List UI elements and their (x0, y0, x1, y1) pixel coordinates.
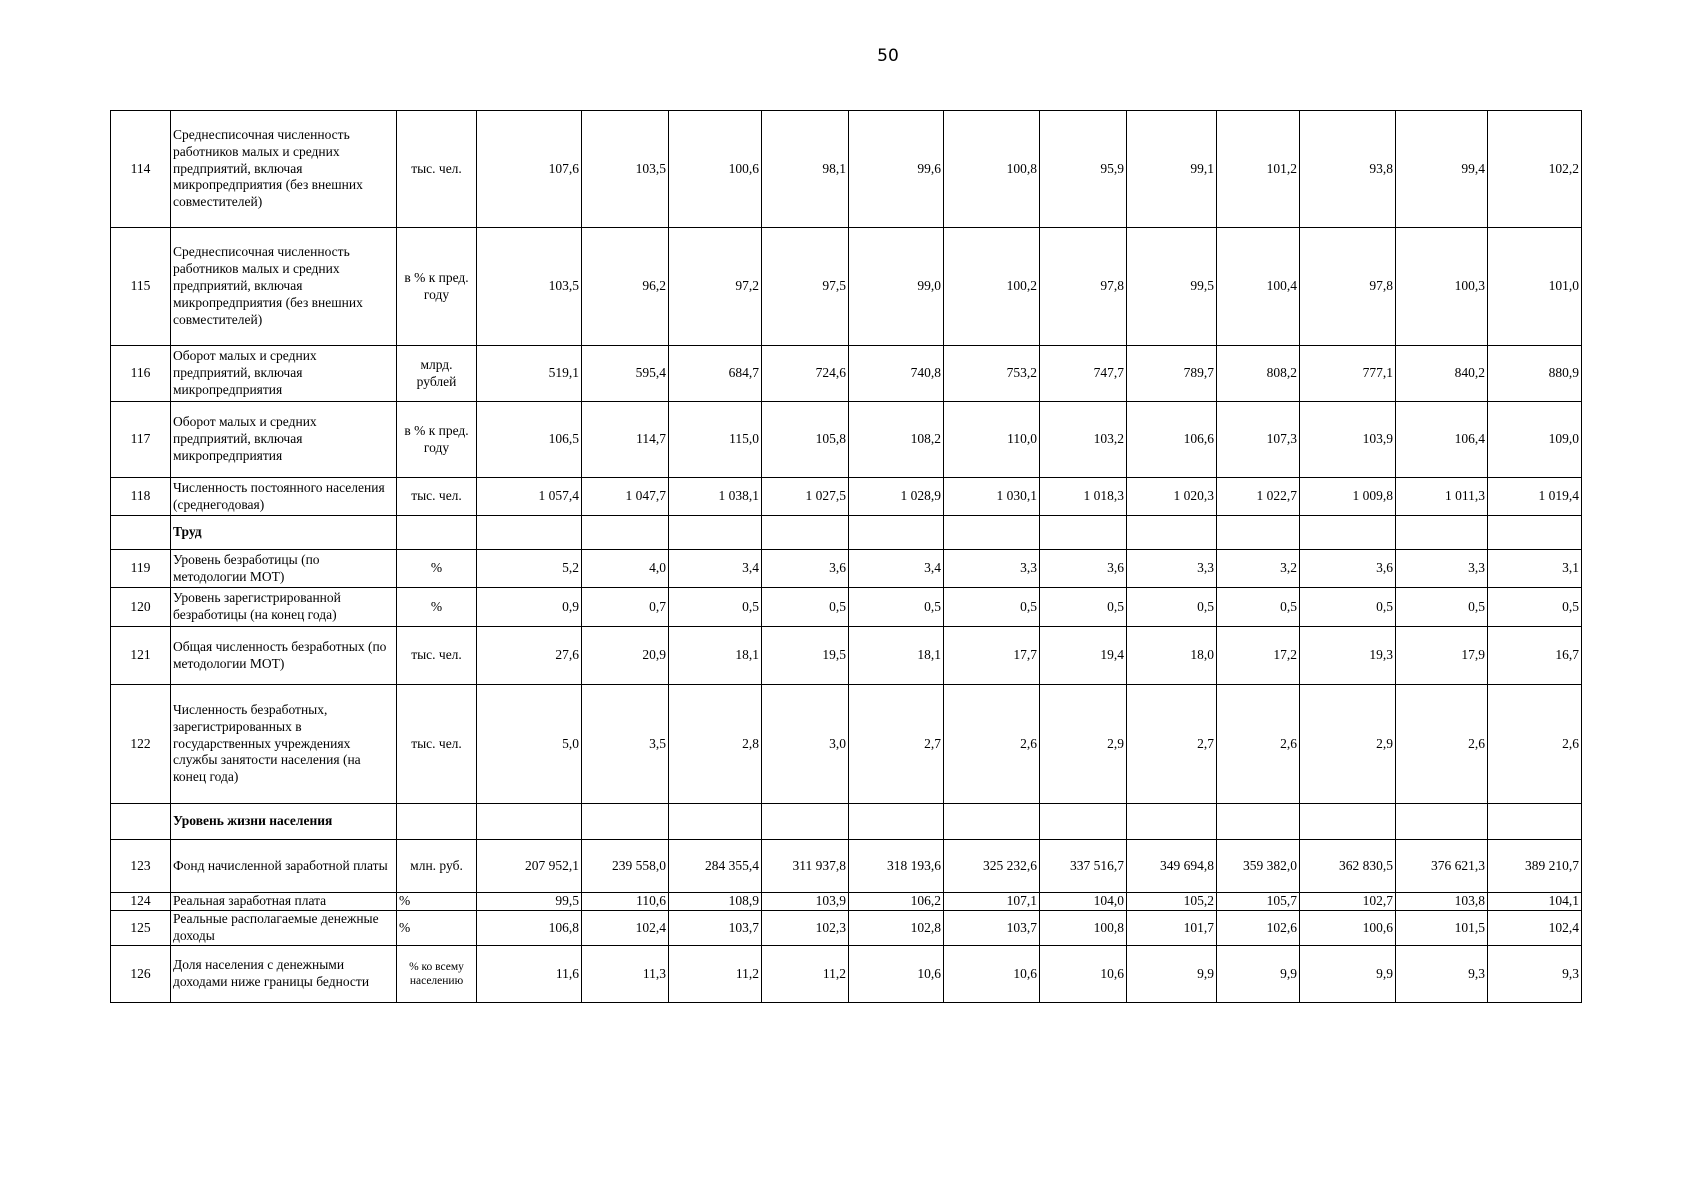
row-number: 116 (111, 346, 171, 402)
section-empty-cell (397, 804, 477, 840)
section-empty-cell (849, 516, 944, 550)
unit-cell: тыс. чел. (397, 111, 477, 228)
indicator-name: Оборот малых и средних предприятий, включая микропредприятия (171, 346, 397, 402)
value-cell: 1 009,8 (1300, 478, 1396, 516)
table-row (111, 893, 1582, 911)
section-empty-cell (1300, 804, 1396, 840)
value-cell: 106,6 (1127, 402, 1217, 478)
section-empty-cell (1488, 804, 1582, 840)
section-number-cell (111, 516, 171, 550)
indicator-name: Оборот малых и средних предприятий, включая микропредприятия (171, 402, 397, 478)
value-cell: 3,3 (1127, 550, 1217, 588)
table-body (111, 111, 1582, 1003)
value-cell: 3,6 (1300, 550, 1396, 588)
section-empty-cell (397, 516, 477, 550)
value-cell: 1 018,3 (1040, 478, 1127, 516)
value-cell: 97,2 (669, 228, 762, 346)
value-cell: 9,3 (1396, 946, 1488, 1003)
value-cell: 104,0 (1040, 893, 1127, 911)
value-cell: 110,6 (582, 893, 669, 911)
value-cell: 0,5 (1488, 588, 1582, 627)
section-empty-cell (1217, 804, 1300, 840)
value-cell: 100,8 (1040, 911, 1127, 946)
table-row (111, 685, 1582, 804)
value-cell: 1 030,1 (944, 478, 1040, 516)
value-cell: 3,0 (762, 685, 849, 804)
value-cell: 11,6 (477, 946, 582, 1003)
unit-cell: % (397, 893, 477, 911)
unit-cell: % (397, 911, 477, 946)
value-cell: 101,2 (1217, 111, 1300, 228)
value-cell: 0,5 (1040, 588, 1127, 627)
value-cell: 9,9 (1127, 946, 1217, 1003)
value-cell: 1 011,3 (1396, 478, 1488, 516)
value-cell: 1 028,9 (849, 478, 944, 516)
value-cell: 2,7 (1127, 685, 1217, 804)
row-number: 123 (111, 840, 171, 893)
value-cell: 2,9 (1040, 685, 1127, 804)
value-cell: 102,8 (849, 911, 944, 946)
value-cell: 103,7 (669, 911, 762, 946)
value-cell: 106,5 (477, 402, 582, 478)
value-cell: 100,6 (1300, 911, 1396, 946)
unit-cell: % (397, 550, 477, 588)
value-cell: 389 210,7 (1488, 840, 1582, 893)
section-empty-cell (762, 516, 849, 550)
section-empty-cell (582, 804, 669, 840)
row-number: 126 (111, 946, 171, 1003)
row-number: 122 (111, 685, 171, 804)
value-cell: 376 621,3 (1396, 840, 1488, 893)
value-cell: 5,0 (477, 685, 582, 804)
row-number: 118 (111, 478, 171, 516)
indicator-name: Фонд начисленной заработной платы (171, 840, 397, 893)
unit-cell: тыс. чел. (397, 685, 477, 804)
value-cell: 3,1 (1488, 550, 1582, 588)
row-number: 125 (111, 911, 171, 946)
row-number: 119 (111, 550, 171, 588)
value-cell: 20,9 (582, 627, 669, 685)
unit-cell: в % к пред. году (397, 402, 477, 478)
value-cell: 318 193,6 (849, 840, 944, 893)
section-row (111, 516, 1582, 550)
value-cell: 17,2 (1217, 627, 1300, 685)
value-cell: 100,2 (944, 228, 1040, 346)
value-cell: 325 232,6 (944, 840, 1040, 893)
value-cell: 100,3 (1396, 228, 1488, 346)
value-cell: 99,5 (1127, 228, 1217, 346)
value-cell: 18,0 (1127, 627, 1217, 685)
value-cell: 2,6 (944, 685, 1040, 804)
value-cell: 753,2 (944, 346, 1040, 402)
value-cell: 808,2 (1217, 346, 1300, 402)
value-cell: 0,5 (762, 588, 849, 627)
value-cell: 311 937,8 (762, 840, 849, 893)
section-row (111, 804, 1582, 840)
value-cell: 777,1 (1300, 346, 1396, 402)
value-cell: 519,1 (477, 346, 582, 402)
table-row (111, 346, 1582, 402)
value-cell: 106,8 (477, 911, 582, 946)
value-cell: 109,0 (1488, 402, 1582, 478)
table-row (111, 840, 1582, 893)
table-row (111, 588, 1582, 627)
value-cell: 284 355,4 (669, 840, 762, 893)
section-empty-cell (944, 516, 1040, 550)
table-row (111, 946, 1582, 1003)
value-cell: 101,0 (1488, 228, 1582, 346)
value-cell: 11,2 (762, 946, 849, 1003)
value-cell: 101,5 (1396, 911, 1488, 946)
value-cell: 102,2 (1488, 111, 1582, 228)
indicator-name: Реальная заработная плата (171, 893, 397, 911)
value-cell: 103,2 (1040, 402, 1127, 478)
value-cell: 103,5 (582, 111, 669, 228)
value-cell: 349 694,8 (1127, 840, 1217, 893)
unit-cell: млн. руб. (397, 840, 477, 893)
value-cell: 1 027,5 (762, 478, 849, 516)
value-cell: 102,6 (1217, 911, 1300, 946)
value-cell: 747,7 (1040, 346, 1127, 402)
value-cell: 114,7 (582, 402, 669, 478)
value-cell: 2,8 (669, 685, 762, 804)
value-cell: 19,4 (1040, 627, 1127, 685)
section-empty-cell (1127, 804, 1217, 840)
section-empty-cell (1396, 516, 1488, 550)
value-cell: 18,1 (669, 627, 762, 685)
indicator-name: Доля населения с денежными доходами ниже границы бедности (171, 946, 397, 1003)
value-cell: 17,7 (944, 627, 1040, 685)
unit-cell: % ко всему населению (397, 946, 477, 1003)
value-cell: 99,4 (1396, 111, 1488, 228)
value-cell: 18,1 (849, 627, 944, 685)
value-cell: 0,5 (1396, 588, 1488, 627)
value-cell: 359 382,0 (1217, 840, 1300, 893)
indicator-name: Численность безработных, зарегистрированных в государственных учреждениях службы занятости населения (на конец года) (171, 685, 397, 804)
value-cell: 3,4 (669, 550, 762, 588)
value-cell: 3,3 (1396, 550, 1488, 588)
value-cell: 98,1 (762, 111, 849, 228)
value-cell: 9,3 (1488, 946, 1582, 1003)
value-cell: 4,0 (582, 550, 669, 588)
value-cell: 724,6 (762, 346, 849, 402)
value-cell: 102,4 (582, 911, 669, 946)
value-cell: 0,5 (669, 588, 762, 627)
value-cell: 337 516,7 (1040, 840, 1127, 893)
value-cell: 100,4 (1217, 228, 1300, 346)
section-empty-cell (849, 804, 944, 840)
section-empty-cell (944, 804, 1040, 840)
section-empty-cell (1488, 516, 1582, 550)
indicator-name: Численность постоянного населения (среднегодовая) (171, 478, 397, 516)
row-number: 117 (111, 402, 171, 478)
section-empty-cell (669, 804, 762, 840)
section-empty-cell (762, 804, 849, 840)
value-cell: 99,6 (849, 111, 944, 228)
value-cell: 239 558,0 (582, 840, 669, 893)
value-cell: 103,9 (1300, 402, 1396, 478)
section-empty-cell (477, 516, 582, 550)
table-row (111, 111, 1582, 228)
value-cell: 684,7 (669, 346, 762, 402)
value-cell: 16,7 (1488, 627, 1582, 685)
value-cell: 0,5 (1300, 588, 1396, 627)
section-title: Труд (171, 516, 397, 550)
value-cell: 105,2 (1127, 893, 1217, 911)
value-cell: 0,5 (1217, 588, 1300, 627)
value-cell: 0,9 (477, 588, 582, 627)
value-cell: 99,5 (477, 893, 582, 911)
value-cell: 11,2 (669, 946, 762, 1003)
indicator-name: Среднесписочная численность работников малых и средних предприятий, включая микропредприятия (без внешних совместителей) (171, 111, 397, 228)
value-cell: 97,5 (762, 228, 849, 346)
section-empty-cell (1040, 516, 1127, 550)
value-cell: 105,8 (762, 402, 849, 478)
value-cell: 93,8 (1300, 111, 1396, 228)
value-cell: 0,5 (944, 588, 1040, 627)
table-row (111, 911, 1582, 946)
value-cell: 101,7 (1127, 911, 1217, 946)
value-cell: 1 020,3 (1127, 478, 1217, 516)
indicator-name: Общая численность безработных (по методологии МОТ) (171, 627, 397, 685)
value-cell: 3,2 (1217, 550, 1300, 588)
value-cell: 740,8 (849, 346, 944, 402)
section-title: Уровень жизни населения (171, 804, 397, 840)
value-cell: 3,5 (582, 685, 669, 804)
value-cell: 107,1 (944, 893, 1040, 911)
section-empty-cell (669, 516, 762, 550)
value-cell: 880,9 (1488, 346, 1582, 402)
value-cell: 107,3 (1217, 402, 1300, 478)
value-cell: 595,4 (582, 346, 669, 402)
unit-cell: тыс. чел. (397, 627, 477, 685)
value-cell: 97,8 (1300, 228, 1396, 346)
row-number: 114 (111, 111, 171, 228)
value-cell: 17,9 (1396, 627, 1488, 685)
value-cell: 3,6 (762, 550, 849, 588)
page-number: 50 (877, 46, 899, 66)
value-cell: 1 019,4 (1488, 478, 1582, 516)
value-cell: 19,5 (762, 627, 849, 685)
row-number: 120 (111, 588, 171, 627)
section-empty-cell (477, 804, 582, 840)
table-row (111, 228, 1582, 346)
value-cell: 103,9 (762, 893, 849, 911)
unit-cell: млрд. рублей (397, 346, 477, 402)
unit-cell: % (397, 588, 477, 627)
value-cell: 10,6 (849, 946, 944, 1003)
table-row (111, 627, 1582, 685)
value-cell: 10,6 (1040, 946, 1127, 1003)
value-cell: 19,3 (1300, 627, 1396, 685)
value-cell: 100,8 (944, 111, 1040, 228)
value-cell: 103,5 (477, 228, 582, 346)
value-cell: 2,6 (1396, 685, 1488, 804)
indicator-name: Уровень зарегистрированной безработицы (на конец года) (171, 588, 397, 627)
value-cell: 96,2 (582, 228, 669, 346)
value-cell: 106,4 (1396, 402, 1488, 478)
value-cell: 3,4 (849, 550, 944, 588)
value-cell: 103,7 (944, 911, 1040, 946)
section-empty-cell (1396, 804, 1488, 840)
value-cell: 0,5 (1127, 588, 1217, 627)
section-empty-cell (582, 516, 669, 550)
unit-cell: тыс. чел. (397, 478, 477, 516)
value-cell: 3,3 (944, 550, 1040, 588)
value-cell: 97,8 (1040, 228, 1127, 346)
value-cell: 102,7 (1300, 893, 1396, 911)
value-cell: 99,0 (849, 228, 944, 346)
value-cell: 3,6 (1040, 550, 1127, 588)
table-row (111, 478, 1582, 516)
value-cell: 1 047,7 (582, 478, 669, 516)
value-cell: 2,7 (849, 685, 944, 804)
indicator-name: Среднесписочная численность работников малых и средних предприятий, включая микропредприятия (без внешних совместителей) (171, 228, 397, 346)
section-empty-cell (1040, 804, 1127, 840)
value-cell: 100,6 (669, 111, 762, 228)
value-cell: 0,7 (582, 588, 669, 627)
row-number: 115 (111, 228, 171, 346)
indicator-name: Уровень безработицы (по методологии МОТ) (171, 550, 397, 588)
value-cell: 115,0 (669, 402, 762, 478)
value-cell: 27,6 (477, 627, 582, 685)
section-empty-cell (1217, 516, 1300, 550)
value-cell: 5,2 (477, 550, 582, 588)
indicators-table (110, 110, 1582, 1003)
value-cell: 362 830,5 (1300, 840, 1396, 893)
value-cell: 2,6 (1488, 685, 1582, 804)
section-empty-cell (1127, 516, 1217, 550)
value-cell: 1 022,7 (1217, 478, 1300, 516)
value-cell: 840,2 (1396, 346, 1488, 402)
value-cell: 2,6 (1217, 685, 1300, 804)
value-cell: 789,7 (1127, 346, 1217, 402)
value-cell: 102,3 (762, 911, 849, 946)
value-cell: 108,9 (669, 893, 762, 911)
value-cell: 102,4 (1488, 911, 1582, 946)
value-cell: 105,7 (1217, 893, 1300, 911)
value-cell: 1 057,4 (477, 478, 582, 516)
value-cell: 108,2 (849, 402, 944, 478)
unit-cell: в % к пред. году (397, 228, 477, 346)
value-cell: 95,9 (1040, 111, 1127, 228)
value-cell: 10,6 (944, 946, 1040, 1003)
value-cell: 99,1 (1127, 111, 1217, 228)
value-cell: 207 952,1 (477, 840, 582, 893)
table-row (111, 550, 1582, 588)
value-cell: 9,9 (1300, 946, 1396, 1003)
indicator-name: Реальные располагаемые денежные доходы (171, 911, 397, 946)
value-cell: 1 038,1 (669, 478, 762, 516)
value-cell: 11,3 (582, 946, 669, 1003)
value-cell: 103,8 (1396, 893, 1488, 911)
value-cell: 2,9 (1300, 685, 1396, 804)
table-row (111, 402, 1582, 478)
value-cell: 0,5 (849, 588, 944, 627)
value-cell: 104,1 (1488, 893, 1582, 911)
value-cell: 107,6 (477, 111, 582, 228)
value-cell: 106,2 (849, 893, 944, 911)
value-cell: 110,0 (944, 402, 1040, 478)
row-number: 121 (111, 627, 171, 685)
section-empty-cell (1300, 516, 1396, 550)
row-number: 124 (111, 893, 171, 911)
section-number-cell (111, 804, 171, 840)
value-cell: 9,9 (1217, 946, 1300, 1003)
